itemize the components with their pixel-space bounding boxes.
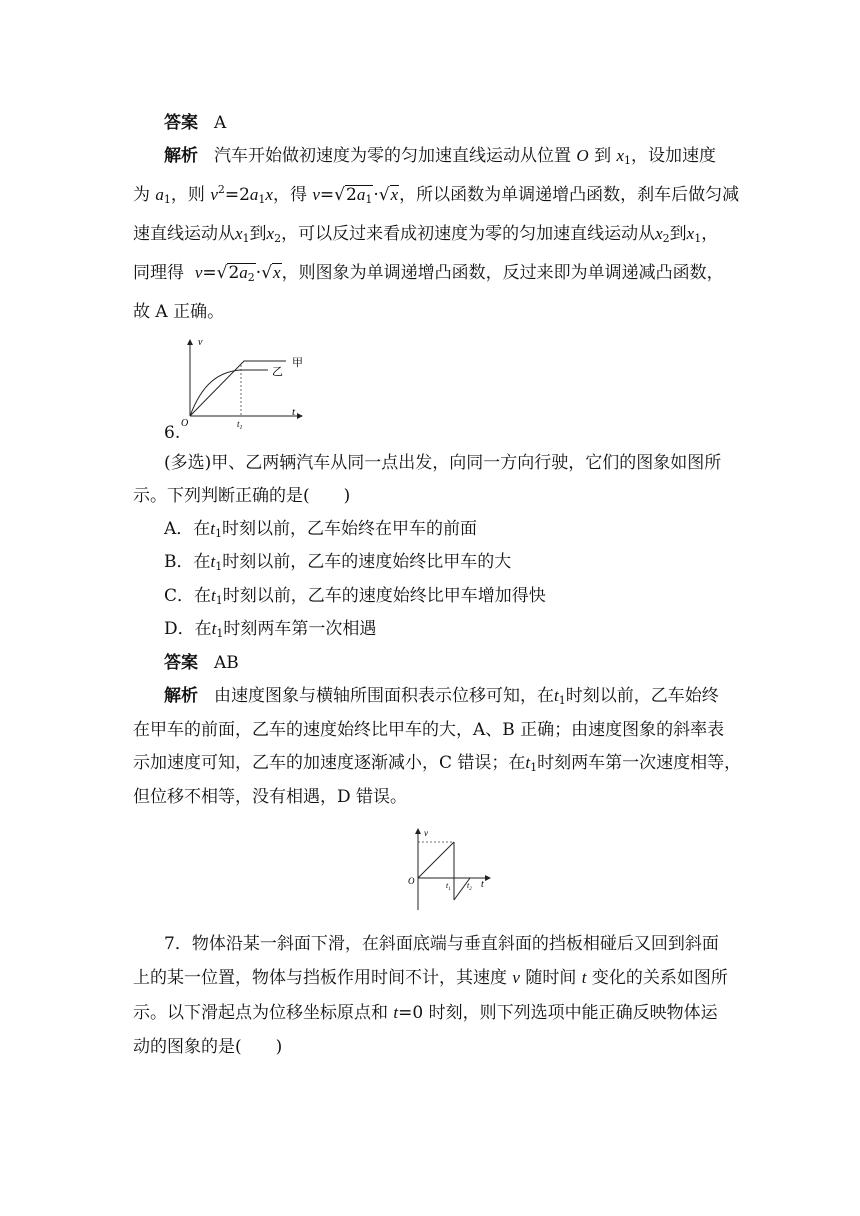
answer-label: 答案 (164, 653, 198, 673)
q6-option-a: A．在$t_1$时刻以前，乙车始终在甲车的前面 (164, 519, 478, 540)
sqrt-2a2: $2a_2$ (228, 263, 255, 284)
fig2-origin: O (408, 876, 415, 886)
q6-number: 6. (164, 423, 181, 443)
fig1-t1-label: $t_1$ (237, 419, 243, 431)
q7-line-2: 上的某一位置，物体与挡板作用时间不计，其速度 v 随时间 t 变化的关系如图所 (133, 968, 728, 988)
answer-value: AB (214, 653, 239, 673)
label-jia: 甲 (292, 357, 303, 369)
fig2-t2-label: $t_2$ (467, 881, 472, 892)
q7-line-3: 示。以下滑起点为位移坐标原点和 t=0 时刻，则下列选项中能正确反映物体运 (133, 1003, 718, 1023)
sqrt-x: x (390, 185, 399, 204)
q6-analysis-line-1: 解析 由速度图象与横轴所围面积表示位移可知，在$t_1$时刻以前，乙车始终 (164, 686, 719, 707)
q7-line-1: 7．物体沿某一斜面下滑，在斜面底端与垂直斜面的挡板相碰后又回到斜面 (164, 934, 719, 954)
vt-graph-jia-yi (176, 336, 312, 432)
q6-analysis-line-2: 在甲车的前面，乙车的速度始终比甲车的大，A、B 正确；由速度图象的斜率表 (133, 720, 725, 740)
analysis-label: 解析 (164, 146, 198, 166)
answer-value: A (214, 113, 227, 133)
vt-graph-q7 (404, 826, 496, 912)
descending-phase-line (418, 842, 454, 878)
fig1-v-label: v (198, 337, 203, 348)
q6-option-b: B．在$t_1$时刻以前，乙车的速度始终比甲车的大 (164, 552, 512, 573)
fig1-t-label: t (292, 406, 296, 418)
q5-analysis-line-2: 为 $a_1$，则 $v^2=2a_1x$，得 $v=√2a_1\cdot√x$，所以函数为单调递增凸函数，刹车后做匀减 (133, 183, 740, 206)
q6-analysis-line-3: 示加速度可知，乙车的加速度逐渐减小，C 错误；在$t_1$时刻两车第一次速度相等， (133, 753, 742, 774)
answer-label: 答案 (164, 113, 198, 133)
q5-analysis-line-3: 速直线运动从$x_1$到$x_2$，可以反过来看成初速度为零的匀加速直线运动从$x_2$到$x_1$， (133, 224, 719, 245)
q6-option-d: D．在$t_1$时刻两车第一次相遇 (164, 619, 377, 640)
fig2-v-label: v (424, 828, 428, 838)
q5-analysis-line-1: 解析 汽车开始做初速度为零的匀加速直线运动从位置 O 到 $x_1$，设加速度 (164, 146, 717, 167)
q5-answer (164, 111, 226, 135)
q6-analysis-line-4: 但位移不相等，没有相遇，D 错误。 (133, 787, 408, 807)
q5-analysis-line-5: 故 A 正确。 (133, 302, 225, 322)
q5-analysis-line-4: 同理得 $v=√2a_2\cdot√x$，则图象为单调递增凸函数，反过来即为单调递减凸函数， (133, 263, 724, 284)
q6-stem-line-2: 示。下列判断正确的是( ) (133, 486, 351, 506)
q7-line-4: 动的图象的是( ) (133, 1037, 283, 1057)
sqrt-x-2: x (273, 263, 281, 282)
label-yi: 乙 (272, 366, 283, 378)
analysis-label: 解析 (164, 686, 198, 706)
fig1-origin: O (181, 418, 189, 429)
sqrt-2a1: $2a_1$ (346, 185, 373, 206)
fig2-t-label: t (481, 879, 484, 890)
q6-answer (164, 651, 239, 675)
fig2-t1-label: $t_1$ (446, 881, 451, 892)
q6-stem-line-1: (多选)甲、乙两辆汽车从同一点出发，向同一方向行驶，它们的图象如图所 (164, 453, 722, 473)
q6-option-c: C．在$t_1$时刻以前，乙车的速度始终比甲车增加得快 (164, 586, 546, 607)
